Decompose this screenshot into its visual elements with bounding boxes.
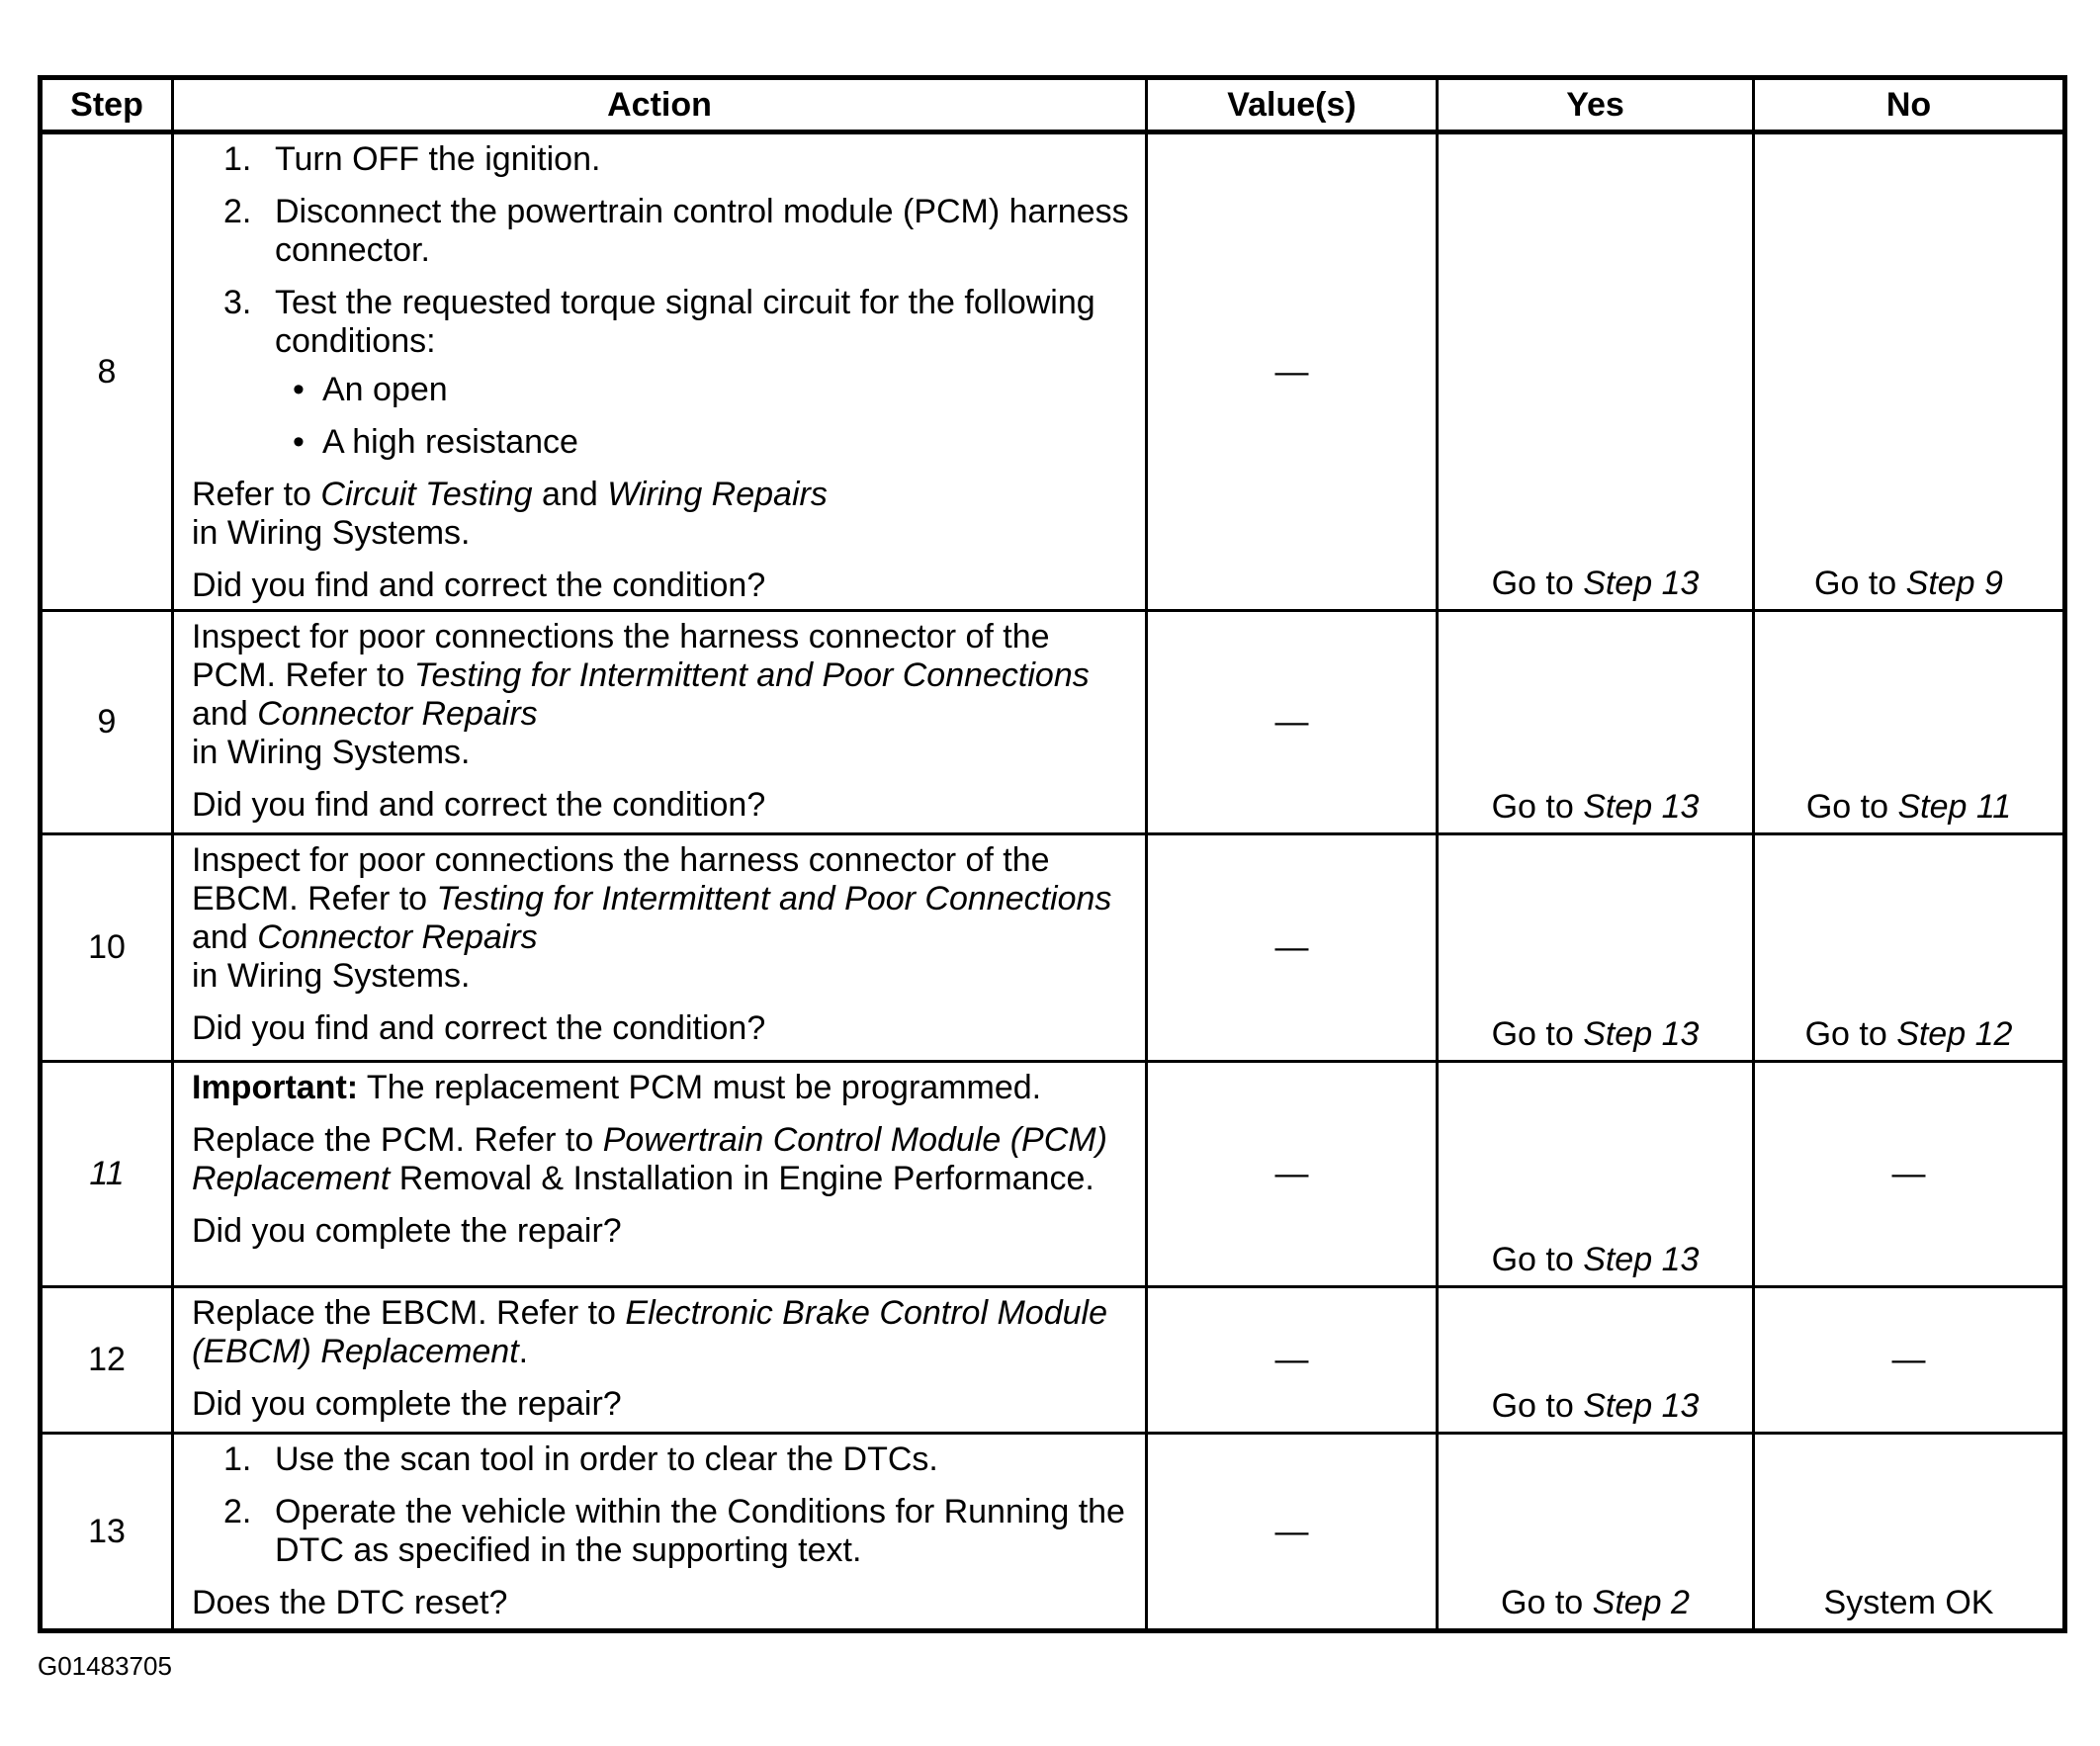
list-item: 1. Turn OFF the ignition. [223, 140, 601, 178]
header-values: Value(s) [1147, 78, 1438, 132]
reference-link: Circuit Testing [320, 476, 533, 513]
action-list [192, 140, 1135, 361]
action-text: Inspect for poor connections the harness connector of the EBCM. Refer to Testing for Intermittent and Poor Connections and Connector Repairs in Wiring Systems. [192, 841, 1112, 995]
value-cell: — [1147, 611, 1438, 834]
table-row [41, 834, 2065, 1062]
action-cell [173, 834, 1147, 1062]
refer-text: Refer to Circuit Testing and Wiring Repairs in Wiring Systems. [192, 476, 828, 552]
yes-cell: Go to Step 13 [1438, 1062, 1754, 1287]
list-item: 1. Use the scan tool in order to clear the DTCs. [223, 1440, 938, 1478]
table-row [41, 1287, 2065, 1434]
no-cell: Go to Step 9 [1754, 132, 2065, 611]
step-number: 10 [41, 834, 173, 1062]
question-text: Did you find and correct the condition? [192, 786, 766, 824]
yes-cell: Go to Step 2 [1438, 1434, 1754, 1631]
header-step: Step [41, 78, 173, 132]
header-action: Action [173, 78, 1147, 132]
yes-cell: Go to Step 13 [1438, 611, 1754, 834]
condition-list [192, 371, 1135, 462]
yes-cell: Go to Step 13 [1438, 132, 1754, 611]
table-header-row [41, 78, 2065, 132]
no-cell: System OK [1754, 1434, 2065, 1631]
action-text: Replace the PCM. Refer to Powertrain Control Module (PCM) Replacement Removal & Installation in Engine Performance. [192, 1121, 1107, 1197]
value-cell: — [1147, 132, 1438, 611]
action-cell [173, 1287, 1147, 1434]
question-text: Did you find and correct the condition? [192, 1009, 766, 1047]
question-text: Did you complete the repair? [192, 1212, 622, 1250]
reference-link: Electronic Brake Control Module (EBCM) Replacement [192, 1294, 1107, 1370]
action-text: Inspect for poor connections the harness connector of the PCM. Refer to Testing for Intermittent and Poor Connections and Connector Repairs in Wiring Systems. [192, 618, 1090, 771]
action-cell [173, 1434, 1147, 1631]
list-item: • An open [192, 371, 1135, 409]
reference-link: Testing for Intermittent and Poor Connections [436, 880, 1112, 917]
no-cell: Go to Step 12 [1754, 834, 2065, 1062]
diagnostic-table [38, 75, 2067, 1633]
action-list [192, 1440, 1135, 1570]
question-text: Does the DTC reset? [192, 1584, 508, 1621]
action-cell [173, 1062, 1147, 1287]
value-cell: — [1147, 1434, 1438, 1631]
no-cell: Go to Step 11 [1754, 611, 2065, 834]
value-cell: — [1147, 834, 1438, 1062]
important-note: Important: The replacement PCM must be programmed. [192, 1069, 1042, 1106]
yes-cell: Go to Step 13 [1438, 834, 1754, 1062]
step-number: 8 [41, 132, 173, 611]
step-number: 13 [41, 1434, 173, 1631]
question-text: Did you complete the repair? [192, 1385, 622, 1423]
table-row [41, 132, 2065, 611]
step-number: 9 [41, 611, 173, 834]
header-yes: Yes [1438, 78, 1754, 132]
important-label: Important: [192, 1069, 359, 1106]
yes-cell: Go to Step 13 [1438, 1287, 1754, 1434]
no-cell: — [1754, 1062, 2065, 1287]
list-item: 3. Test the requested torque signal circuit for the following conditions: [223, 284, 1095, 360]
action-cell [173, 132, 1147, 611]
step-number: 12 [41, 1287, 173, 1434]
action-text: Replace the EBCM. Refer to Electronic Brake Control Module (EBCM) Replacement. [192, 1294, 1107, 1370]
value-cell: — [1147, 1062, 1438, 1287]
reference-link: Wiring Repairs [607, 476, 828, 513]
list-item: 2. Operate the vehicle within the Conditions for Running the DTC as specified in the supporting text. [223, 1493, 1125, 1569]
reference-link: Testing for Intermittent and Poor Connections [413, 656, 1090, 694]
table-row [41, 1062, 2065, 1287]
question-text: Did you find and correct the condition? [192, 567, 766, 604]
list-item: 2. Disconnect the powertrain control module (PCM) harness connector. [223, 193, 1129, 269]
reference-link: Connector Repairs [257, 695, 538, 733]
list-item: • A high resistance [192, 423, 1135, 462]
value-cell: — [1147, 1287, 1438, 1434]
table-row [41, 1434, 2065, 1631]
step-number: 11 [41, 1062, 173, 1287]
reference-link: Powertrain Control Module (PCM) Replacement [192, 1121, 1107, 1197]
action-cell [173, 611, 1147, 834]
figure-code: G01483705 [38, 1651, 172, 1681]
no-cell: — [1754, 1287, 2065, 1434]
table-row [41, 611, 2065, 834]
reference-link: Connector Repairs [257, 918, 538, 956]
header-no: No [1754, 78, 2065, 132]
